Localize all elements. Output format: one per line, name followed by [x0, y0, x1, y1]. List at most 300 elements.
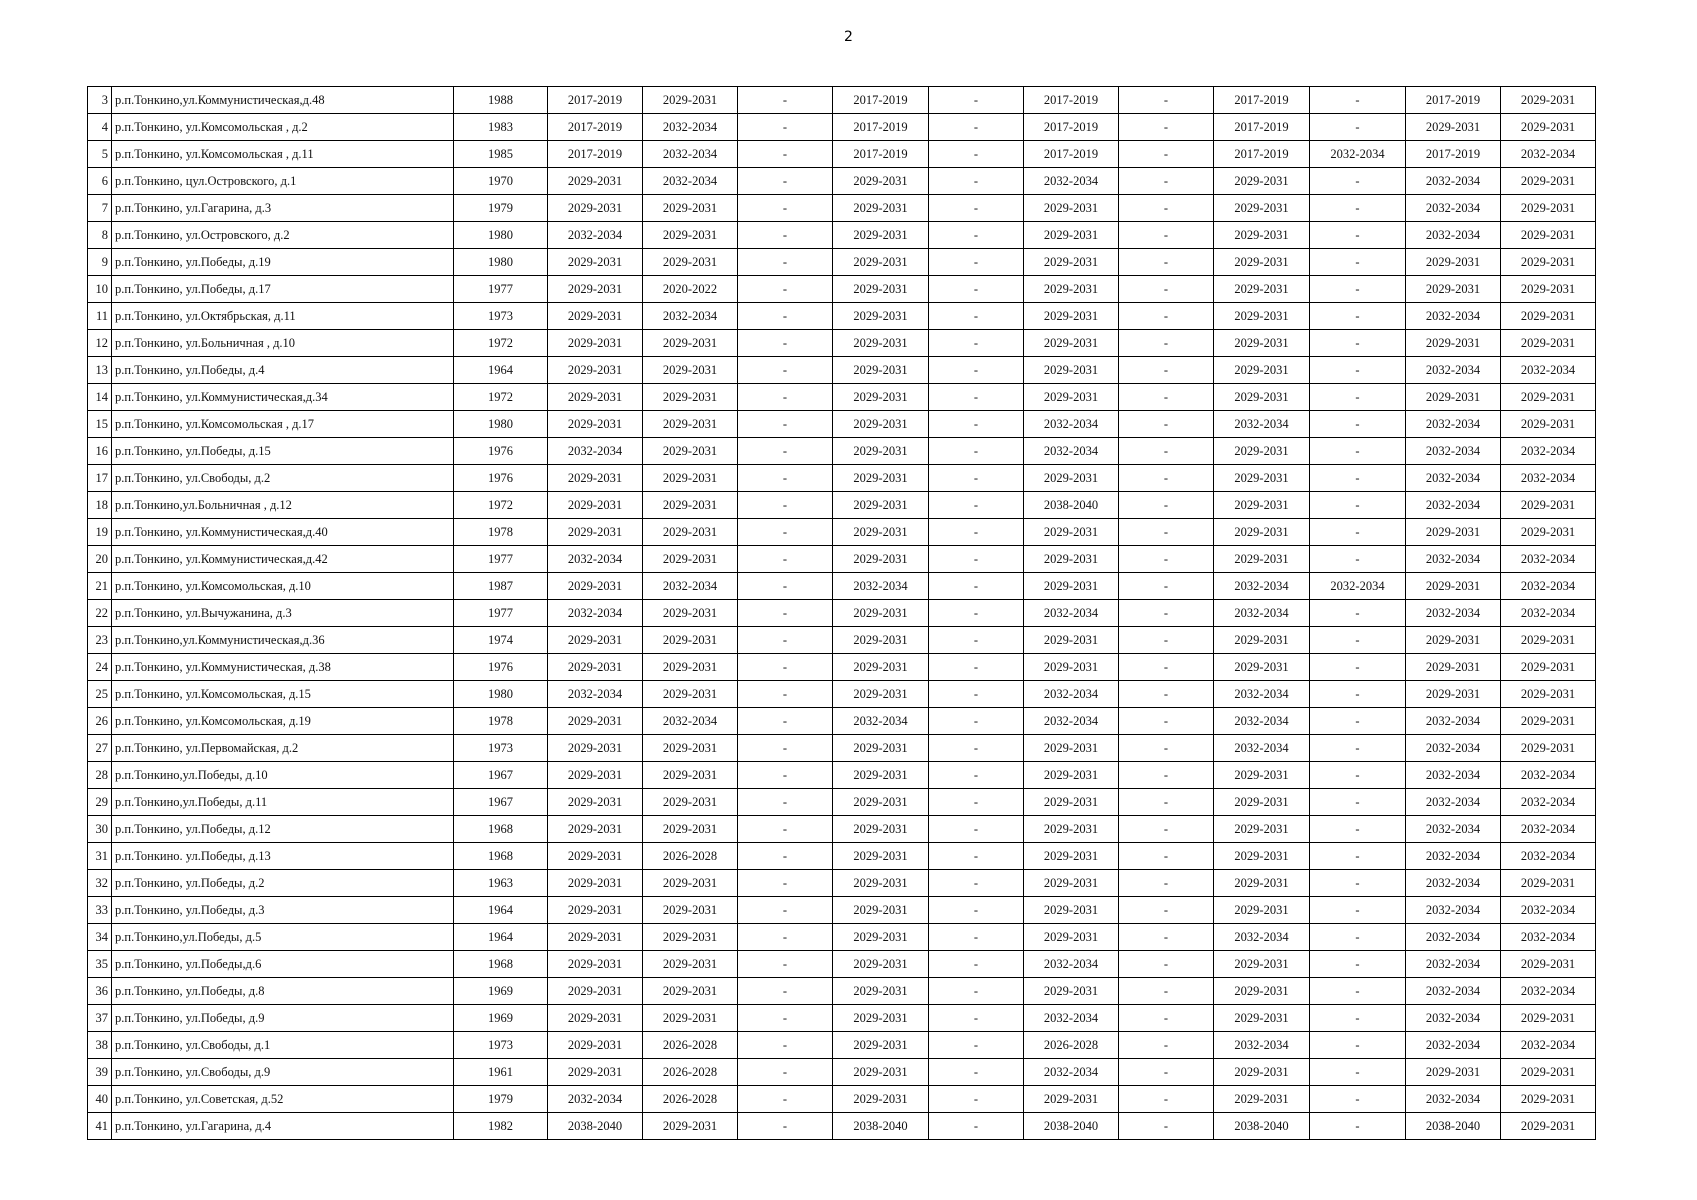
period-cell: 2029-2031	[1501, 303, 1596, 330]
row-number-cell: 24	[88, 654, 112, 681]
period-cell: -	[738, 141, 833, 168]
period-cell: 2029-2031	[833, 303, 929, 330]
period-cell: 2029-2031	[1501, 1113, 1596, 1140]
period-cell: -	[1119, 789, 1214, 816]
period-cell: -	[929, 816, 1024, 843]
period-cell: 2029-2031	[1406, 654, 1501, 681]
year-cell: 1977	[454, 276, 548, 303]
period-cell: 2032-2034	[1406, 411, 1501, 438]
period-cell: 2029-2031	[833, 978, 929, 1005]
table-row	[88, 249, 1596, 276]
period-cell: 2029-2031	[1501, 870, 1596, 897]
period-cell: 2029-2031	[1501, 627, 1596, 654]
year-cell: 1976	[454, 465, 548, 492]
period-cell: 2029-2031	[548, 465, 643, 492]
period-cell: -	[1310, 465, 1406, 492]
period-cell: -	[738, 789, 833, 816]
period-cell: 2029-2031	[833, 816, 929, 843]
period-cell: 2032-2034	[1024, 1059, 1119, 1086]
period-cell: 2038-2040	[1406, 1113, 1501, 1140]
row-number-cell: 30	[88, 816, 112, 843]
address-cell: р.п.Тонкино,ул.Победы, д.10	[112, 762, 454, 789]
period-cell: -	[929, 384, 1024, 411]
address-cell: р.п.Тонкино, ул.Гагарина, д.4	[112, 1113, 454, 1140]
period-cell: 2029-2031	[1406, 519, 1501, 546]
period-cell: 2029-2031	[1024, 195, 1119, 222]
address-cell: р.п.Тонкино, ул.Свободы, д.1	[112, 1032, 454, 1059]
period-cell: -	[1310, 762, 1406, 789]
period-cell: 2032-2034	[1406, 357, 1501, 384]
period-cell: 2029-2031	[643, 816, 738, 843]
period-cell: 2029-2031	[833, 1086, 929, 1113]
period-cell: -	[1119, 1005, 1214, 1032]
period-cell: 2029-2031	[1501, 951, 1596, 978]
period-cell: 2032-2034	[548, 600, 643, 627]
row-number-cell: 38	[88, 1032, 112, 1059]
period-cell: -	[1119, 357, 1214, 384]
period-cell: 2029-2031	[833, 843, 929, 870]
year-cell: 1964	[454, 897, 548, 924]
address-cell: р.п.Тонкино, ул.Гагарина, д.3	[112, 195, 454, 222]
period-cell: -	[929, 546, 1024, 573]
period-cell: -	[929, 195, 1024, 222]
period-cell: 2029-2031	[833, 195, 929, 222]
address-cell: р.п.Тонкино, ул.Комсомольская, д.15	[112, 681, 454, 708]
period-cell: -	[738, 330, 833, 357]
period-cell: -	[1119, 654, 1214, 681]
row-number-cell: 9	[88, 249, 112, 276]
period-cell: 2029-2031	[643, 627, 738, 654]
period-cell: -	[929, 681, 1024, 708]
period-cell: 2032-2034	[1406, 735, 1501, 762]
period-cell: 2032-2034	[1501, 843, 1596, 870]
row-number-cell: 39	[88, 1059, 112, 1086]
table-row	[88, 897, 1596, 924]
period-cell: 2032-2034	[1214, 1032, 1310, 1059]
address-cell: р.п.Тонкино,ул.Победы, д.5	[112, 924, 454, 951]
table-row	[88, 924, 1596, 951]
period-cell: -	[1119, 627, 1214, 654]
period-cell: -	[1310, 924, 1406, 951]
period-cell: 2029-2031	[833, 681, 929, 708]
period-cell: -	[1310, 249, 1406, 276]
period-cell: 2029-2031	[1501, 168, 1596, 195]
period-cell: 2032-2034	[1214, 573, 1310, 600]
table-row	[88, 762, 1596, 789]
period-cell: -	[738, 411, 833, 438]
period-cell: 2032-2034	[548, 546, 643, 573]
period-cell: 2032-2034	[1024, 1005, 1119, 1032]
period-cell: 2017-2019	[833, 87, 929, 114]
period-cell: -	[929, 438, 1024, 465]
period-cell: 2032-2034	[1024, 168, 1119, 195]
period-cell: -	[1119, 600, 1214, 627]
period-cell: 2029-2031	[548, 1005, 643, 1032]
period-cell: -	[1310, 627, 1406, 654]
period-cell: -	[738, 1059, 833, 1086]
period-cell: -	[929, 924, 1024, 951]
period-cell: -	[929, 1113, 1024, 1140]
period-cell: -	[738, 1005, 833, 1032]
period-cell: 2029-2031	[643, 384, 738, 411]
period-cell: 2032-2034	[1406, 600, 1501, 627]
row-number-cell: 23	[88, 627, 112, 654]
period-cell: -	[1119, 1059, 1214, 1086]
period-cell: 2029-2031	[548, 411, 643, 438]
period-cell: 2029-2031	[643, 546, 738, 573]
period-cell: -	[1310, 681, 1406, 708]
row-number-cell: 16	[88, 438, 112, 465]
period-cell: 2038-2040	[1214, 1113, 1310, 1140]
period-cell: 2032-2034	[1406, 222, 1501, 249]
period-cell: 2017-2019	[548, 141, 643, 168]
table-row	[88, 816, 1596, 843]
year-cell: 1968	[454, 951, 548, 978]
table-row	[88, 492, 1596, 519]
period-cell: -	[1310, 87, 1406, 114]
period-cell: -	[738, 1113, 833, 1140]
row-number-cell: 11	[88, 303, 112, 330]
period-cell: -	[1310, 384, 1406, 411]
period-cell: 2029-2031	[1214, 897, 1310, 924]
year-cell: 1974	[454, 627, 548, 654]
period-cell: 2029-2031	[1024, 870, 1119, 897]
period-cell: 2029-2031	[1024, 978, 1119, 1005]
period-cell: -	[1310, 195, 1406, 222]
period-cell: -	[1310, 600, 1406, 627]
period-cell: 2017-2019	[833, 141, 929, 168]
period-cell: 2032-2034	[1310, 141, 1406, 168]
period-cell: 2029-2031	[1024, 303, 1119, 330]
period-cell: 2029-2031	[833, 519, 929, 546]
period-cell: -	[1310, 276, 1406, 303]
row-number-cell: 5	[88, 141, 112, 168]
period-cell: 2029-2031	[833, 357, 929, 384]
row-number-cell: 33	[88, 897, 112, 924]
period-cell: -	[738, 114, 833, 141]
period-cell: 2029-2031	[548, 276, 643, 303]
period-cell: 2032-2034	[643, 708, 738, 735]
period-cell: 2029-2031	[1024, 627, 1119, 654]
period-cell: 2032-2034	[1214, 735, 1310, 762]
period-cell: 2032-2034	[1214, 600, 1310, 627]
table-row	[88, 870, 1596, 897]
address-cell: р.п.Тонкино, ул.Коммунистическая,д.40	[112, 519, 454, 546]
period-cell: 2029-2031	[1501, 735, 1596, 762]
period-cell: -	[1119, 195, 1214, 222]
period-cell: 2032-2034	[548, 438, 643, 465]
period-cell: 2029-2031	[1214, 627, 1310, 654]
period-cell: 2032-2034	[1406, 195, 1501, 222]
period-cell: 2029-2031	[548, 330, 643, 357]
period-cell: -	[929, 168, 1024, 195]
period-cell: -	[738, 654, 833, 681]
period-cell: 2029-2031	[1501, 330, 1596, 357]
period-cell: 2029-2031	[833, 330, 929, 357]
period-cell: 2029-2031	[1406, 276, 1501, 303]
period-cell: -	[1119, 411, 1214, 438]
period-cell: 2017-2019	[1214, 114, 1310, 141]
period-cell: 2029-2031	[1214, 951, 1310, 978]
period-cell: -	[1310, 897, 1406, 924]
period-cell: 2029-2031	[643, 249, 738, 276]
row-number-cell: 12	[88, 330, 112, 357]
period-cell: 2029-2031	[833, 546, 929, 573]
period-cell: 2032-2034	[833, 573, 929, 600]
period-cell: 2029-2031	[548, 357, 643, 384]
period-cell: 2029-2031	[548, 870, 643, 897]
table-row	[88, 357, 1596, 384]
year-cell: 1961	[454, 1059, 548, 1086]
period-cell: -	[929, 762, 1024, 789]
table-row	[88, 1005, 1596, 1032]
period-cell: -	[929, 1059, 1024, 1086]
address-cell: р.п.Тонкино,ул.Коммунистическая,д.48	[112, 87, 454, 114]
period-cell: 2029-2031	[1214, 789, 1310, 816]
row-number-cell: 25	[88, 681, 112, 708]
period-cell: -	[1310, 168, 1406, 195]
period-cell: 2017-2019	[1214, 141, 1310, 168]
period-cell: -	[738, 897, 833, 924]
period-cell: -	[738, 735, 833, 762]
address-cell: р.п.Тонкино, ул.Победы, д.2	[112, 870, 454, 897]
period-cell: 2029-2031	[1501, 249, 1596, 276]
row-number-cell: 20	[88, 546, 112, 573]
period-cell: 2032-2034	[1501, 816, 1596, 843]
address-cell: р.п.Тонкино, ул.Победы, д.8	[112, 978, 454, 1005]
period-cell: -	[1119, 465, 1214, 492]
period-cell: 2029-2031	[1501, 411, 1596, 438]
year-cell: 1977	[454, 600, 548, 627]
period-cell: 2029-2031	[548, 168, 643, 195]
period-cell: -	[738, 438, 833, 465]
period-cell: 2032-2034	[1406, 492, 1501, 519]
period-cell: 2029-2031	[833, 438, 929, 465]
period-cell: 2032-2034	[548, 1086, 643, 1113]
period-cell: 2029-2031	[1024, 357, 1119, 384]
period-cell: 2029-2031	[1214, 870, 1310, 897]
period-cell: 2032-2034	[1214, 924, 1310, 951]
period-cell: 2029-2031	[1214, 465, 1310, 492]
period-cell: -	[1310, 816, 1406, 843]
period-cell: 2032-2034	[1501, 600, 1596, 627]
period-cell: 2029-2031	[1501, 519, 1596, 546]
period-cell: 2032-2034	[1501, 438, 1596, 465]
period-cell: -	[738, 519, 833, 546]
period-cell: 2029-2031	[833, 411, 929, 438]
period-cell: -	[929, 843, 1024, 870]
year-cell: 1967	[454, 789, 548, 816]
address-cell: р.п.Тонкино. ул.Победы, д.13	[112, 843, 454, 870]
period-cell: -	[738, 1086, 833, 1113]
period-cell: -	[929, 897, 1024, 924]
period-cell: -	[1119, 924, 1214, 951]
period-cell: 2032-2034	[1406, 816, 1501, 843]
period-cell: -	[738, 870, 833, 897]
period-cell: 2032-2034	[1406, 465, 1501, 492]
period-cell: 2032-2034	[643, 303, 738, 330]
period-cell: 2029-2031	[643, 654, 738, 681]
period-cell: -	[1119, 573, 1214, 600]
period-cell: 2029-2031	[1024, 843, 1119, 870]
year-cell: 1967	[454, 762, 548, 789]
period-cell: 2029-2031	[1214, 1086, 1310, 1113]
row-number-cell: 17	[88, 465, 112, 492]
period-cell: -	[1310, 411, 1406, 438]
period-cell: 2029-2031	[833, 276, 929, 303]
period-cell: -	[1119, 438, 1214, 465]
row-number-cell: 22	[88, 600, 112, 627]
period-cell: -	[1119, 816, 1214, 843]
table-body	[88, 87, 1596, 1140]
period-cell: -	[738, 681, 833, 708]
period-cell: 2029-2031	[833, 1032, 929, 1059]
period-cell: 2029-2031	[833, 249, 929, 276]
period-cell: -	[1119, 519, 1214, 546]
period-cell: 2029-2031	[643, 465, 738, 492]
period-cell: 2032-2034	[1024, 708, 1119, 735]
address-cell: р.п.Тонкино, ул.Советская, д.52	[112, 1086, 454, 1113]
period-cell: -	[1310, 843, 1406, 870]
period-cell: 2029-2031	[833, 168, 929, 195]
year-cell: 1979	[454, 195, 548, 222]
period-cell: 2038-2040	[1024, 492, 1119, 519]
period-cell: 2029-2031	[643, 438, 738, 465]
period-cell: -	[1119, 546, 1214, 573]
period-cell: 2029-2031	[1024, 465, 1119, 492]
address-cell: р.п.Тонкино, ул.Коммунистическая,д.34	[112, 384, 454, 411]
period-cell: -	[738, 1032, 833, 1059]
year-cell: 1980	[454, 222, 548, 249]
period-cell: -	[738, 708, 833, 735]
period-cell: -	[1119, 681, 1214, 708]
period-cell: 2029-2031	[833, 897, 929, 924]
period-cell: -	[1119, 870, 1214, 897]
page-number: 2	[844, 29, 853, 45]
period-cell: -	[929, 708, 1024, 735]
period-cell: 2029-2031	[548, 978, 643, 1005]
period-cell: 2017-2019	[548, 114, 643, 141]
period-cell: 2029-2031	[1214, 222, 1310, 249]
period-cell: -	[738, 357, 833, 384]
period-cell: 2038-2040	[833, 1113, 929, 1140]
period-cell: 2032-2034	[1501, 924, 1596, 951]
period-cell: 2032-2034	[1406, 924, 1501, 951]
row-number-cell: 13	[88, 357, 112, 384]
year-cell: 1980	[454, 681, 548, 708]
address-cell: р.п.Тонкино, ул.Коммунистическая,д.42	[112, 546, 454, 573]
table-row	[88, 1059, 1596, 1086]
period-cell: 2029-2031	[1024, 816, 1119, 843]
period-cell: 2029-2031	[833, 870, 929, 897]
period-cell: 2032-2034	[1406, 897, 1501, 924]
row-number-cell: 26	[88, 708, 112, 735]
table-row	[88, 600, 1596, 627]
row-number-cell: 15	[88, 411, 112, 438]
period-cell: 2029-2031	[1024, 573, 1119, 600]
period-cell: 2029-2031	[1214, 384, 1310, 411]
period-cell: -	[929, 519, 1024, 546]
year-cell: 1978	[454, 708, 548, 735]
address-cell: р.п.Тонкино, ул.Комсомольская , д.17	[112, 411, 454, 438]
period-cell: 2029-2031	[1214, 546, 1310, 573]
period-cell: -	[1119, 1032, 1214, 1059]
address-cell: р.п.Тонкино, ул.Октябрьская, д.11	[112, 303, 454, 330]
period-cell: 2029-2031	[548, 654, 643, 681]
period-cell: 2026-2028	[643, 1086, 738, 1113]
period-cell: -	[929, 654, 1024, 681]
period-cell: 2029-2031	[1214, 249, 1310, 276]
period-cell: 2032-2034	[1501, 897, 1596, 924]
row-number-cell: 37	[88, 1005, 112, 1032]
period-cell: -	[929, 330, 1024, 357]
period-cell: -	[1119, 1086, 1214, 1113]
year-cell: 1978	[454, 519, 548, 546]
period-cell: 2020-2022	[643, 276, 738, 303]
period-cell: 2029-2031	[643, 600, 738, 627]
period-cell: 2029-2031	[548, 519, 643, 546]
period-cell: 2029-2031	[643, 519, 738, 546]
period-cell: 2029-2031	[643, 1005, 738, 1032]
period-cell: 2032-2034	[548, 681, 643, 708]
period-cell: 2029-2031	[1214, 762, 1310, 789]
period-cell: 2029-2031	[833, 384, 929, 411]
period-cell: 2029-2031	[1024, 222, 1119, 249]
period-cell: 2026-2028	[643, 1059, 738, 1086]
table-row	[88, 141, 1596, 168]
period-cell: -	[929, 141, 1024, 168]
period-cell: -	[738, 951, 833, 978]
period-cell: 2032-2034	[1406, 168, 1501, 195]
period-cell: 2029-2031	[833, 465, 929, 492]
period-cell: -	[929, 492, 1024, 519]
period-cell: 2032-2034	[1406, 978, 1501, 1005]
period-cell: 2029-2031	[548, 897, 643, 924]
period-cell: -	[738, 249, 833, 276]
address-cell: р.п.Тонкино, ул.Коммунистическая, д.38	[112, 654, 454, 681]
period-cell: -	[1310, 978, 1406, 1005]
period-cell: 2032-2034	[643, 141, 738, 168]
period-cell: -	[1119, 897, 1214, 924]
period-cell: 2017-2019	[1406, 87, 1501, 114]
period-cell: -	[1119, 492, 1214, 519]
year-cell: 1973	[454, 735, 548, 762]
period-cell: 2029-2031	[833, 735, 929, 762]
period-cell: -	[929, 951, 1024, 978]
period-cell: 2029-2031	[1024, 1086, 1119, 1113]
year-cell: 1979	[454, 1086, 548, 1113]
period-cell: 2032-2034	[1406, 1086, 1501, 1113]
period-cell: 2029-2031	[1406, 384, 1501, 411]
period-cell: 2026-2028	[643, 1032, 738, 1059]
period-cell: 2029-2031	[1024, 654, 1119, 681]
period-cell: -	[1119, 249, 1214, 276]
period-cell: 2029-2031	[1024, 762, 1119, 789]
period-cell: 2032-2034	[548, 222, 643, 249]
year-cell: 1972	[454, 330, 548, 357]
period-cell: 2029-2031	[1024, 789, 1119, 816]
year-cell: 1968	[454, 816, 548, 843]
period-cell: -	[1310, 1086, 1406, 1113]
period-cell: -	[1119, 114, 1214, 141]
period-cell: 2029-2031	[1406, 330, 1501, 357]
period-cell: 2029-2031	[833, 789, 929, 816]
period-cell: 2029-2031	[1406, 681, 1501, 708]
table-row	[88, 978, 1596, 1005]
period-cell: -	[738, 978, 833, 1005]
period-cell: -	[738, 762, 833, 789]
year-cell: 1970	[454, 168, 548, 195]
